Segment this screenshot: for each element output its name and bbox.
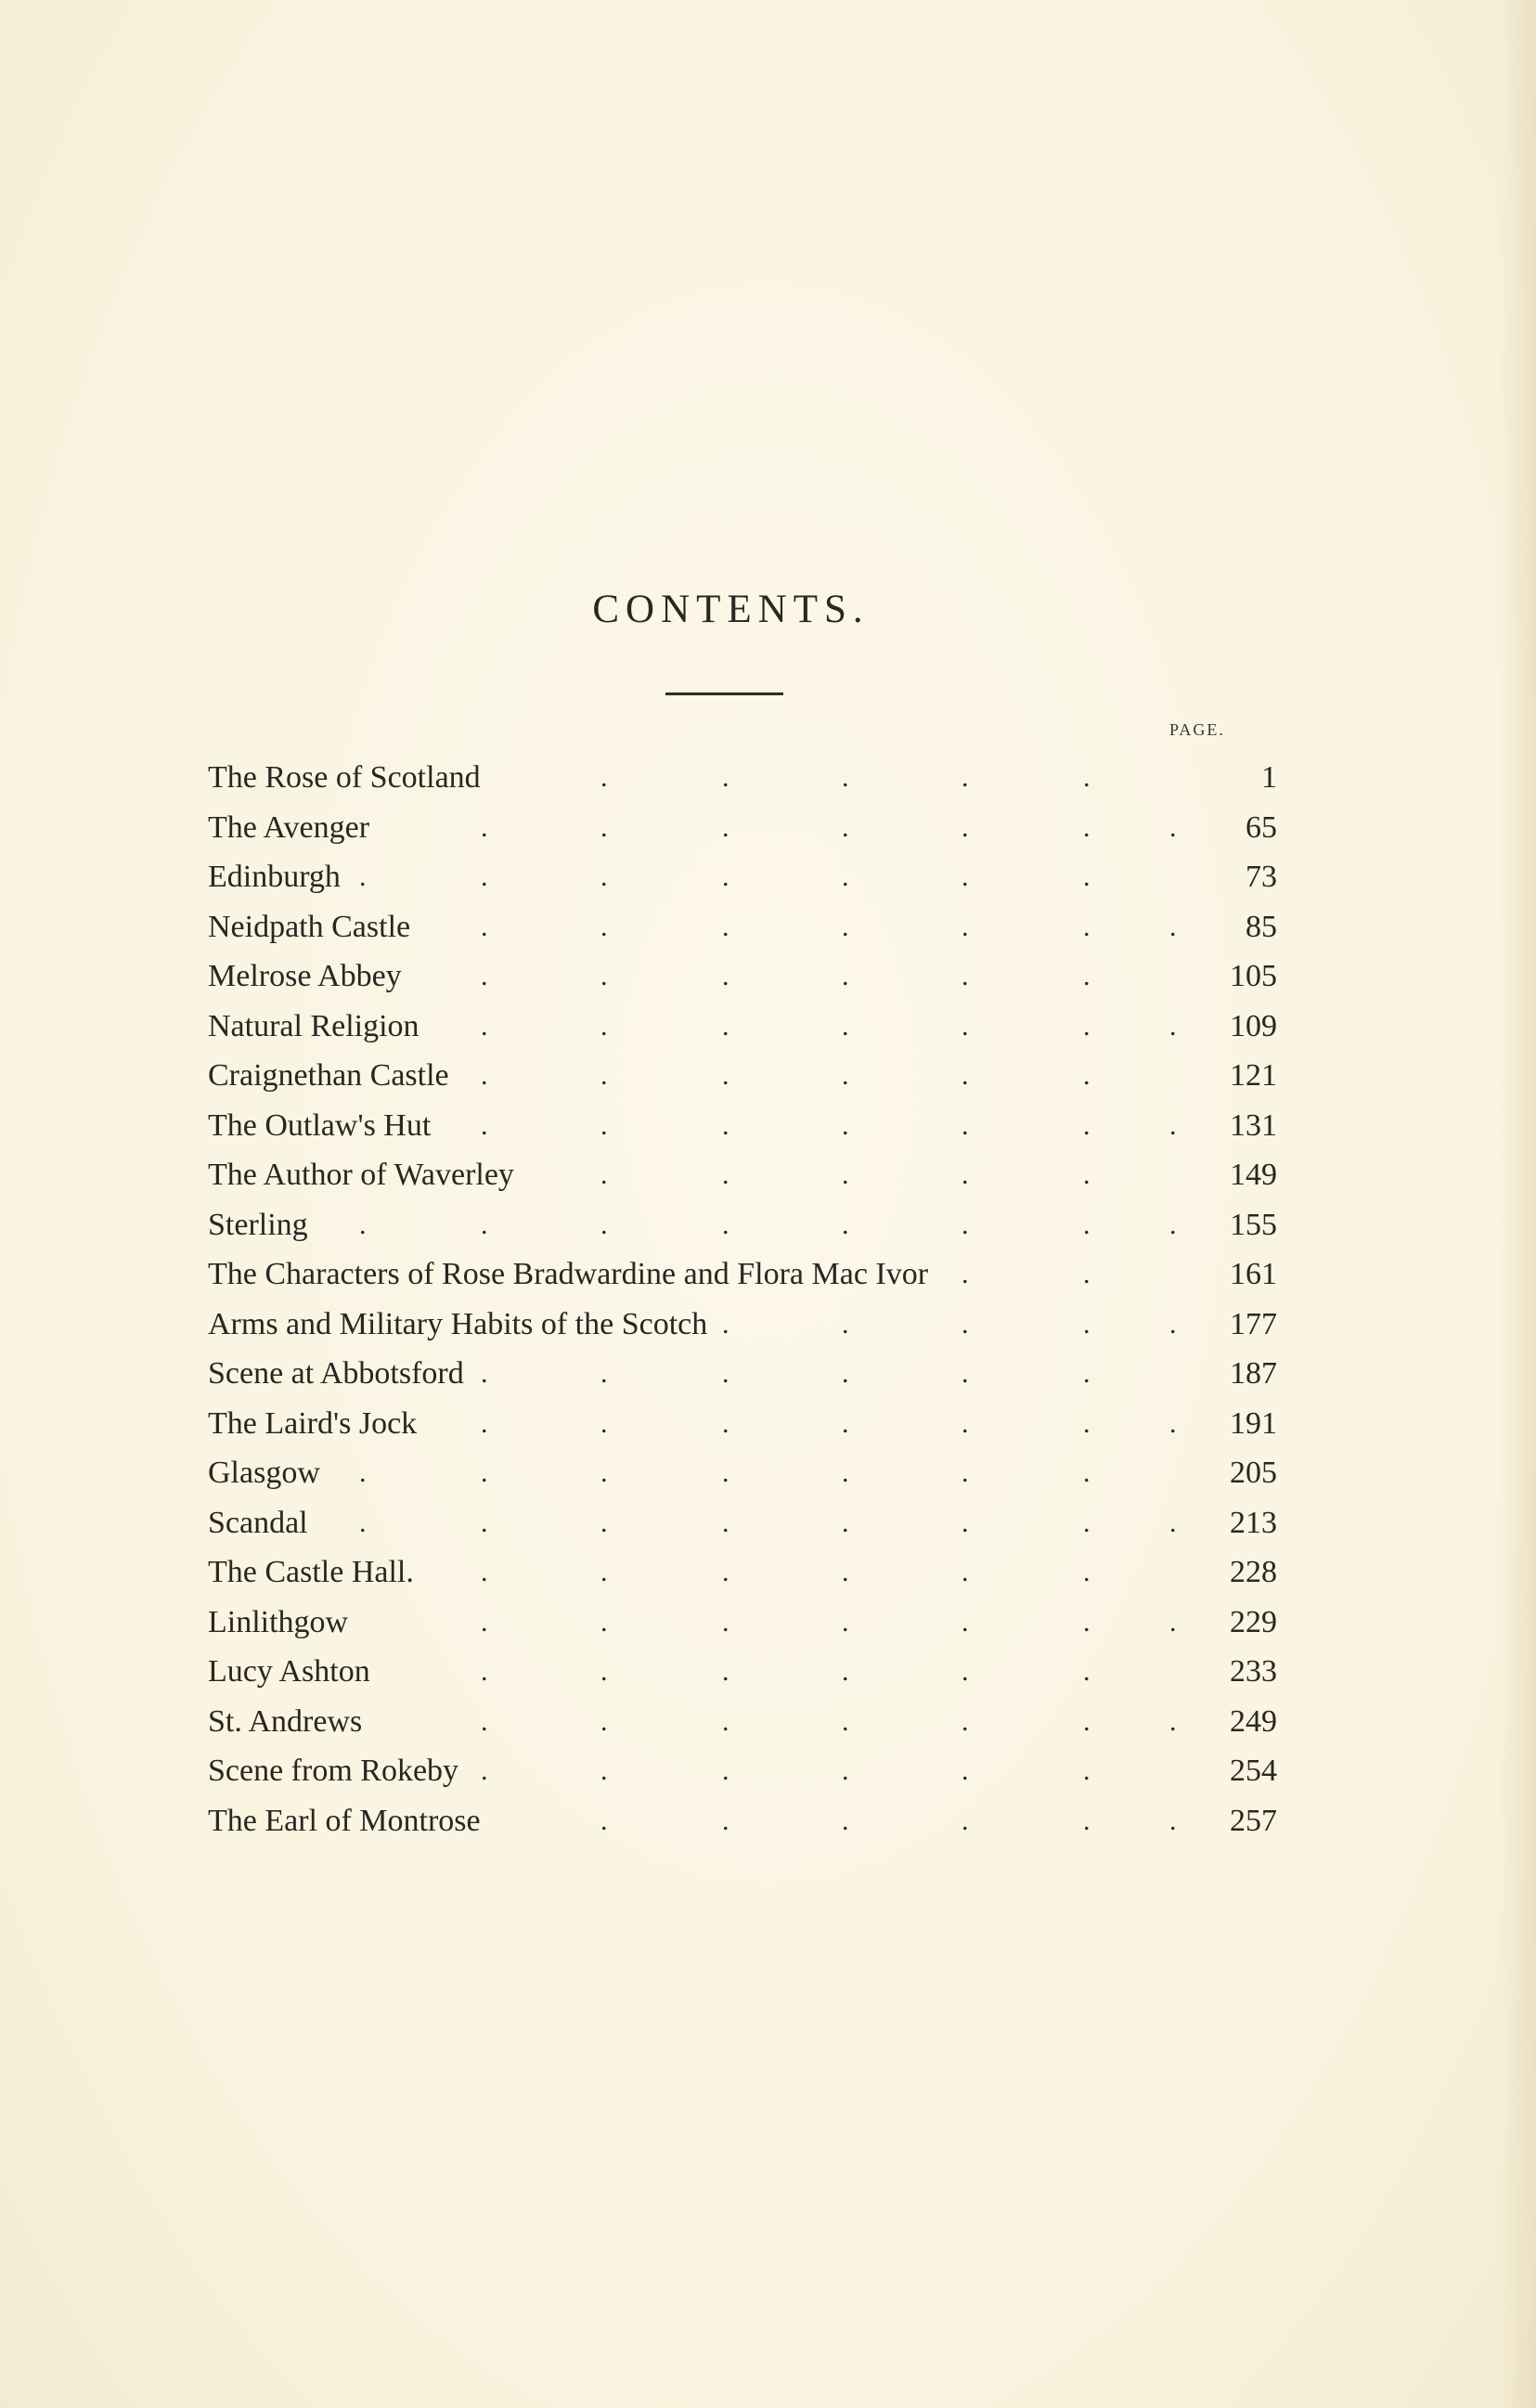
leader-dot: . <box>481 1109 488 1141</box>
toc-entry[interactable] <box>208 753 1275 803</box>
leader-dot: . <box>600 1209 608 1240</box>
leader-dot: . <box>1083 911 1091 942</box>
leader-dot: . <box>962 1358 969 1389</box>
leader-dot: . <box>842 1755 849 1786</box>
toc-entry[interactable] <box>208 1796 1275 1846</box>
leader-dot: . <box>1169 1010 1177 1042</box>
leader-dot: . <box>1169 811 1177 843</box>
leader-dot: . <box>600 1060 608 1091</box>
leader-dot: . <box>1083 861 1091 892</box>
leader-dot: . <box>962 1557 969 1587</box>
toc-entry[interactable] <box>208 952 1275 1002</box>
leader-dot: . <box>842 1656 849 1687</box>
toc-entry[interactable] <box>208 1300 1275 1350</box>
toc-entry-page: 121 <box>1230 1058 1277 1093</box>
leader-dots <box>208 1200 1182 1249</box>
toc-entry[interactable] <box>208 1697 1275 1747</box>
leader-dot: . <box>842 762 849 793</box>
leader-dot: . <box>722 1109 729 1141</box>
leader-dot: . <box>1083 1507 1091 1538</box>
leader-dot: . <box>962 861 969 892</box>
leader-dot: . <box>1083 1805 1091 1836</box>
leader-dot: . <box>722 1606 729 1638</box>
leader-dot: . <box>1083 1705 1091 1737</box>
toc-entry-title: The Earl of Montrose <box>208 1803 481 1838</box>
leader-dot: . <box>722 1308 729 1340</box>
leader-dot: . <box>842 1010 849 1042</box>
leader-dot: . <box>600 1805 608 1836</box>
toc-entry-page: 105 <box>1230 959 1277 993</box>
leader-dot: . <box>722 1010 729 1042</box>
leader-dot: . <box>722 1557 729 1587</box>
leader-dot: . <box>600 1656 608 1687</box>
toc-entry-title: The Rose of Scotland <box>208 760 481 795</box>
leader-dot: . <box>842 1209 849 1240</box>
toc-entry[interactable] <box>208 1746 1275 1796</box>
toc-entry[interactable] <box>208 1498 1275 1548</box>
leader-dot: . <box>1169 1109 1177 1141</box>
leader-dot: . <box>1169 1606 1177 1638</box>
leader-dot: . <box>359 1457 367 1488</box>
leader-dots <box>208 1498 1182 1547</box>
leader-dot: . <box>842 1606 849 1638</box>
toc-entry-title: Arms and Military Habits of the Scotch <box>208 1306 708 1341</box>
leader-dots <box>208 852 1182 901</box>
leader-dot: . <box>359 1507 367 1538</box>
toc-entry-page: 249 <box>1230 1703 1277 1739</box>
toc-entry-title: The Avenger <box>208 809 370 845</box>
leader-dot: . <box>481 1358 488 1389</box>
leader-dot: . <box>962 811 969 843</box>
leader-dot: . <box>1083 1457 1091 1488</box>
leader-dot: . <box>962 1407 969 1439</box>
toc-entry-page: 177 <box>1230 1306 1277 1341</box>
leader-dot: . <box>842 861 849 892</box>
leader-dots <box>208 1598 1182 1647</box>
toc-entry-page: 254 <box>1230 1754 1277 1788</box>
leader-dot: . <box>722 911 729 942</box>
leader-dot: . <box>1083 1557 1091 1587</box>
leader-dot: . <box>962 1209 969 1240</box>
toc-entry-title: Lucy Ashton <box>208 1654 370 1689</box>
leader-dot: . <box>1083 811 1091 843</box>
toc-entry[interactable] <box>208 1448 1275 1498</box>
leader-dot: . <box>1083 1407 1091 1439</box>
toc-entry-title: Sterling <box>208 1207 308 1242</box>
leader-dot: . <box>481 1606 488 1638</box>
leader-dot: . <box>600 1457 608 1488</box>
toc-entry-page: 1 <box>1261 760 1277 795</box>
leader-dot: . <box>962 1308 969 1340</box>
leader-dot: . <box>962 1507 969 1538</box>
leader-dot: . <box>722 1457 729 1488</box>
leader-dot: . <box>1083 1010 1091 1042</box>
toc-entry-page: 149 <box>1230 1158 1277 1192</box>
leader-dot: . <box>1083 1308 1091 1340</box>
toc-entry-page: 85 <box>1246 909 1277 944</box>
leader-dot: . <box>962 1109 969 1141</box>
leader-dot: . <box>1083 1656 1091 1687</box>
contents-heading: CONTENTS. <box>592 588 870 631</box>
toc-entry-page: 161 <box>1230 1257 1277 1291</box>
leader-dot: . <box>1169 1209 1177 1240</box>
leader-dot: . <box>842 911 849 942</box>
toc-entry-page: 155 <box>1230 1207 1277 1242</box>
table-of-contents <box>208 753 1275 1845</box>
page-column-label: PAGE. <box>1169 720 1225 739</box>
leader-dot: . <box>1169 911 1177 942</box>
leader-dot: . <box>1169 1507 1177 1538</box>
leader-dot: . <box>600 1507 608 1538</box>
toc-entry-page: 233 <box>1230 1654 1277 1689</box>
toc-entry-title: Neidpath Castle <box>208 909 411 944</box>
leader-dot: . <box>1169 1805 1177 1836</box>
toc-entry[interactable] <box>208 1647 1275 1697</box>
leader-dot: . <box>842 1507 849 1538</box>
leader-dot: . <box>600 911 608 942</box>
leader-dot: . <box>600 762 608 793</box>
leader-dot: . <box>600 1557 608 1587</box>
leader-dot: . <box>962 1805 969 1836</box>
leader-dot: . <box>1169 1308 1177 1340</box>
leader-dot: . <box>1083 1755 1091 1786</box>
toc-entry[interactable] <box>208 1051 1275 1101</box>
leader-dot: . <box>842 1060 849 1091</box>
leader-dot: . <box>1169 1407 1177 1439</box>
leader-dot: . <box>600 1159 608 1190</box>
leader-dot: . <box>842 1358 849 1389</box>
leader-dot: . <box>962 762 969 793</box>
toc-entry-title: Craignethan Castle <box>208 1058 449 1093</box>
leader-dot: . <box>962 1060 969 1091</box>
leader-dot: . <box>1083 1358 1091 1389</box>
toc-entry-title: The Characters of Rose Bradwardine and Flora Mac Ivor <box>208 1257 929 1291</box>
leader-dot: . <box>1083 1159 1091 1190</box>
leader-dot: . <box>722 1656 729 1687</box>
leader-dot: . <box>962 1259 969 1289</box>
leader-dot: . <box>962 1606 969 1638</box>
toc-entry[interactable] <box>208 1150 1275 1200</box>
leader-dot: . <box>600 861 608 892</box>
leader-dot: . <box>722 1209 729 1240</box>
leader-dot: . <box>722 1060 729 1091</box>
leader-dot: . <box>842 1109 849 1141</box>
heading-rule <box>665 693 783 695</box>
leader-dot: . <box>962 1705 969 1737</box>
leader-dot: . <box>481 1209 488 1240</box>
leader-dot: . <box>842 1805 849 1836</box>
toc-entry-title: The Outlaw's Hut <box>208 1107 432 1143</box>
leader-dot: . <box>600 1010 608 1042</box>
leader-dots <box>208 1448 1182 1497</box>
leader-dot: . <box>600 1358 608 1389</box>
leader-dot: . <box>481 1407 488 1439</box>
leader-dot: . <box>722 1507 729 1538</box>
toc-entry-page: 109 <box>1230 1008 1277 1043</box>
leader-dot: . <box>842 961 849 991</box>
leader-dot: . <box>1083 1060 1091 1091</box>
leader-dot: . <box>722 1705 729 1737</box>
leader-dot: . <box>1083 762 1091 793</box>
leader-dot: . <box>962 1159 969 1190</box>
toc-entry-title: Edinburgh <box>208 860 341 894</box>
leader-dot: . <box>600 1705 608 1737</box>
leader-dot: . <box>481 1457 488 1488</box>
leader-dot: . <box>842 1557 849 1587</box>
leader-dot: . <box>722 1755 729 1786</box>
toc-entry[interactable] <box>208 1598 1275 1648</box>
leader-dot: . <box>481 1010 488 1042</box>
toc-entry[interactable] <box>208 1002 1275 1052</box>
leader-dot: . <box>1083 1109 1091 1141</box>
leader-dot: . <box>962 1010 969 1042</box>
leader-dot: . <box>481 811 488 843</box>
leader-dot: . <box>481 911 488 942</box>
toc-entry-page: 213 <box>1230 1505 1277 1540</box>
leader-dot: . <box>600 961 608 991</box>
toc-entry[interactable] <box>208 803 1275 853</box>
leader-dot: . <box>600 1109 608 1141</box>
toc-entry-title: Glasgow <box>208 1456 320 1490</box>
toc-entry-page: 257 <box>1230 1803 1277 1838</box>
toc-entry-title: Scene at Abbotsford <box>208 1356 464 1391</box>
leader-dot: . <box>359 1209 367 1240</box>
toc-entry[interactable] <box>208 1101 1275 1151</box>
leader-dot: . <box>962 961 969 991</box>
leader-dot: . <box>481 1656 488 1687</box>
leader-dot: . <box>1083 1606 1091 1638</box>
leader-dot: . <box>481 1507 488 1538</box>
leader-dot: . <box>600 1755 608 1786</box>
toc-entry-page: 65 <box>1246 809 1277 845</box>
leader-dot: . <box>481 861 488 892</box>
leader-dot: . <box>481 1755 488 1786</box>
leader-dot: . <box>842 1705 849 1737</box>
leader-dot: . <box>1083 961 1091 991</box>
leader-dot: . <box>722 762 729 793</box>
toc-entry-page: 205 <box>1230 1456 1277 1490</box>
leader-dot: . <box>842 1159 849 1190</box>
leader-dot: . <box>481 1557 488 1587</box>
toc-entry[interactable] <box>208 1200 1275 1250</box>
toc-entry-title: The Laird's Jock <box>208 1405 418 1441</box>
leader-dot: . <box>842 1457 849 1488</box>
leader-dot: . <box>481 1060 488 1091</box>
leader-dot: . <box>600 811 608 843</box>
toc-entry-page: 73 <box>1246 860 1277 894</box>
toc-entry[interactable] <box>208 902 1275 952</box>
leader-dot: . <box>962 911 969 942</box>
toc-entry-page: 131 <box>1230 1107 1277 1143</box>
leader-dot: . <box>481 961 488 991</box>
toc-entry-page: 187 <box>1230 1356 1277 1391</box>
toc-entry-title: The Author of Waverley <box>208 1158 514 1192</box>
toc-entry-page: 229 <box>1230 1604 1277 1639</box>
leader-dot: . <box>842 1308 849 1340</box>
leader-dot: . <box>842 1407 849 1439</box>
toc-entry[interactable] <box>208 852 1275 902</box>
toc-entry-title: The Castle Hall. <box>208 1555 414 1589</box>
toc-entry-page: 228 <box>1230 1555 1277 1589</box>
leader-dot: . <box>722 1159 729 1190</box>
leader-dot: . <box>962 1457 969 1488</box>
leader-dot: . <box>481 1705 488 1737</box>
leader-dot: . <box>1169 1705 1177 1737</box>
leader-dot: . <box>722 1805 729 1836</box>
leader-dot: . <box>962 1656 969 1687</box>
toc-entry[interactable] <box>208 1249 1275 1300</box>
leader-dot: . <box>600 1407 608 1439</box>
toc-entry-title: Scandal <box>208 1505 308 1540</box>
toc-entry-title: Natural Religion <box>208 1008 419 1043</box>
toc-entry-title: Melrose Abbey <box>208 959 402 993</box>
leader-dot: . <box>722 1407 729 1439</box>
leader-dot: . <box>359 861 367 892</box>
leader-dot: . <box>1083 1209 1091 1240</box>
leader-dot: . <box>722 961 729 991</box>
leader-dot: . <box>1083 1259 1091 1289</box>
leader-dot: . <box>722 811 729 843</box>
toc-entry[interactable] <box>208 1547 1275 1598</box>
leader-dot: . <box>600 1606 608 1638</box>
toc-entry-title: Linlithgow <box>208 1604 349 1639</box>
leader-dot: . <box>962 1755 969 1786</box>
toc-entry-title: St. Andrews <box>208 1703 363 1739</box>
toc-entry[interactable] <box>208 1399 1275 1449</box>
toc-entry-title: Scene from Rokeby <box>208 1754 459 1788</box>
leader-dot: . <box>722 1358 729 1389</box>
page-edge-shadow <box>1499 0 1536 2408</box>
leader-dot: . <box>842 811 849 843</box>
leader-dot: . <box>722 861 729 892</box>
toc-entry[interactable] <box>208 1349 1275 1399</box>
toc-entry-page: 191 <box>1230 1405 1277 1441</box>
